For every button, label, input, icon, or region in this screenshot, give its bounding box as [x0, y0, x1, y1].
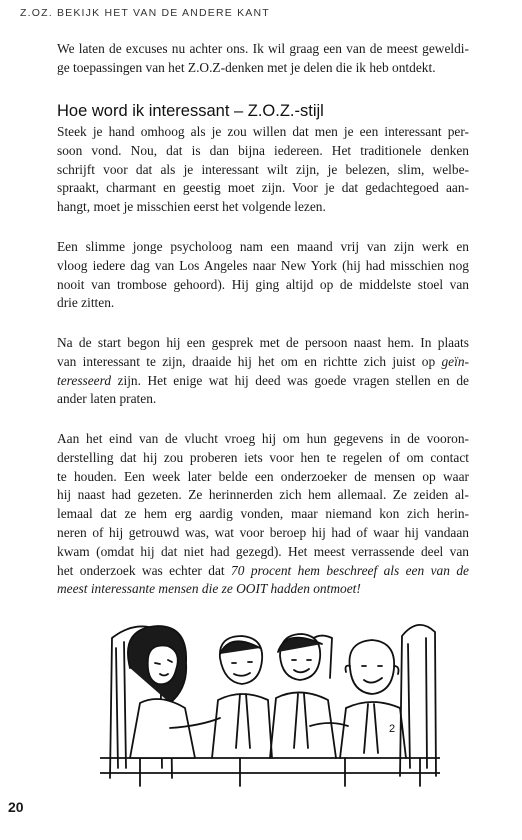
emphasis-text: meest interessante mensen die ze OOIT hadden ontmoet! — [57, 581, 361, 597]
text-line: vloog iedere dag van Los Angeles naar New York (hij had misschien nog — [57, 257, 469, 273]
text-line: hangt, moet je misschien eerst het volgende lezen. — [57, 199, 326, 215]
section-heading: Hoe word ik interessant – Z.O.Z.-stijl — [57, 102, 324, 120]
woman-passenger — [128, 626, 220, 758]
text-line: Een slimme jonge psycholoog nam een maand vrij van zijn werk en — [57, 239, 469, 254]
emphasis-text: geïn- — [441, 353, 469, 369]
text-run: van interessant te zijn, draaide hij het om en richtte zich juist op — [57, 353, 436, 369]
emphasis-text: 70 procent hem beschreef als een van de — [231, 562, 469, 578]
text-line: neren of hij getrouwd was, wat voor beroep hij had of waar hij vandaan — [57, 524, 469, 540]
text-line: ge toepassingen van het Z.O.Z-denken met je delen die ik heb ontdekt. — [57, 59, 436, 75]
intro-paragraph — [57, 40, 469, 78]
text-line: derstelling dat hij zou proberen iets voor hen te regelen of om contact — [57, 449, 469, 465]
text-line: Aan het eind van de vlucht vroeg hij om hun gegevens in de vooron- — [57, 431, 469, 446]
paragraph-4 — [57, 430, 469, 599]
text-line: ander laten praten. — [57, 391, 157, 407]
text-line — [57, 372, 469, 391]
running-head: Z.OZ. BEKIJK HET VAN DE ANDERE KANT — [20, 7, 270, 19]
text-line: soon vond. Nou, dat is dan bijna iedereen. Het traditionele denken — [57, 142, 469, 158]
armrests — [100, 758, 440, 786]
text-line: schrijft voor dat als je interessant wilt zijn, je belezen, slim, welbe- — [57, 161, 469, 177]
text-run: zijn. Het enige wat hij deed was goede vragen stellen en de — [117, 372, 469, 388]
text-line — [57, 580, 469, 599]
text-line: spraakt, charmant en geestig moet zijn. Voor je dat gedachtegoed aan- — [57, 180, 469, 196]
paragraph-2 — [57, 238, 469, 313]
emphasis-text: teresseerd — [57, 372, 112, 388]
airplane-passengers-illustration — [100, 608, 440, 788]
text-line: Na de start begon hij een gesprek met de persoon naast hem. In plaats — [57, 335, 469, 350]
man-passenger-1 — [212, 636, 272, 758]
text-line: We laten de excuses nu achter ons. Ik wil graag een van de meest geweldi- — [57, 41, 469, 56]
text-line: kwam (omdat hij dat niet had gezegd). Het meest verrassende deel van — [57, 543, 469, 559]
man-passenger-3 — [340, 640, 406, 758]
text-line: te houden. Een week later belde een onderzoeker de mensen op waar — [57, 468, 469, 484]
paragraph-3 — [57, 334, 469, 409]
text-line: lemaal dat ze hem erg aardig vonden, maar niemand kon zich herin- — [57, 506, 469, 522]
text-line: drie zitten. — [57, 295, 115, 311]
man-passenger-2 — [270, 634, 348, 758]
text-line: Steek je hand omhoog als je zou willen dat men je een interessant per- — [57, 124, 469, 139]
text-run: het onderzoek was echter dat — [57, 562, 225, 578]
text-line — [57, 353, 469, 372]
text-line: nooit van trombose gehoord). Hij ging altijd op de middelste stoel van — [57, 276, 469, 292]
page-number: 20 — [8, 799, 24, 815]
paragraph-1 — [57, 123, 469, 217]
text-line: hij naast had gezeten. Ze herinnerden zich hem allemaal. Ze zeiden al- — [57, 487, 469, 503]
text-line — [57, 562, 469, 581]
seat-badge: 2 — [389, 723, 396, 735]
